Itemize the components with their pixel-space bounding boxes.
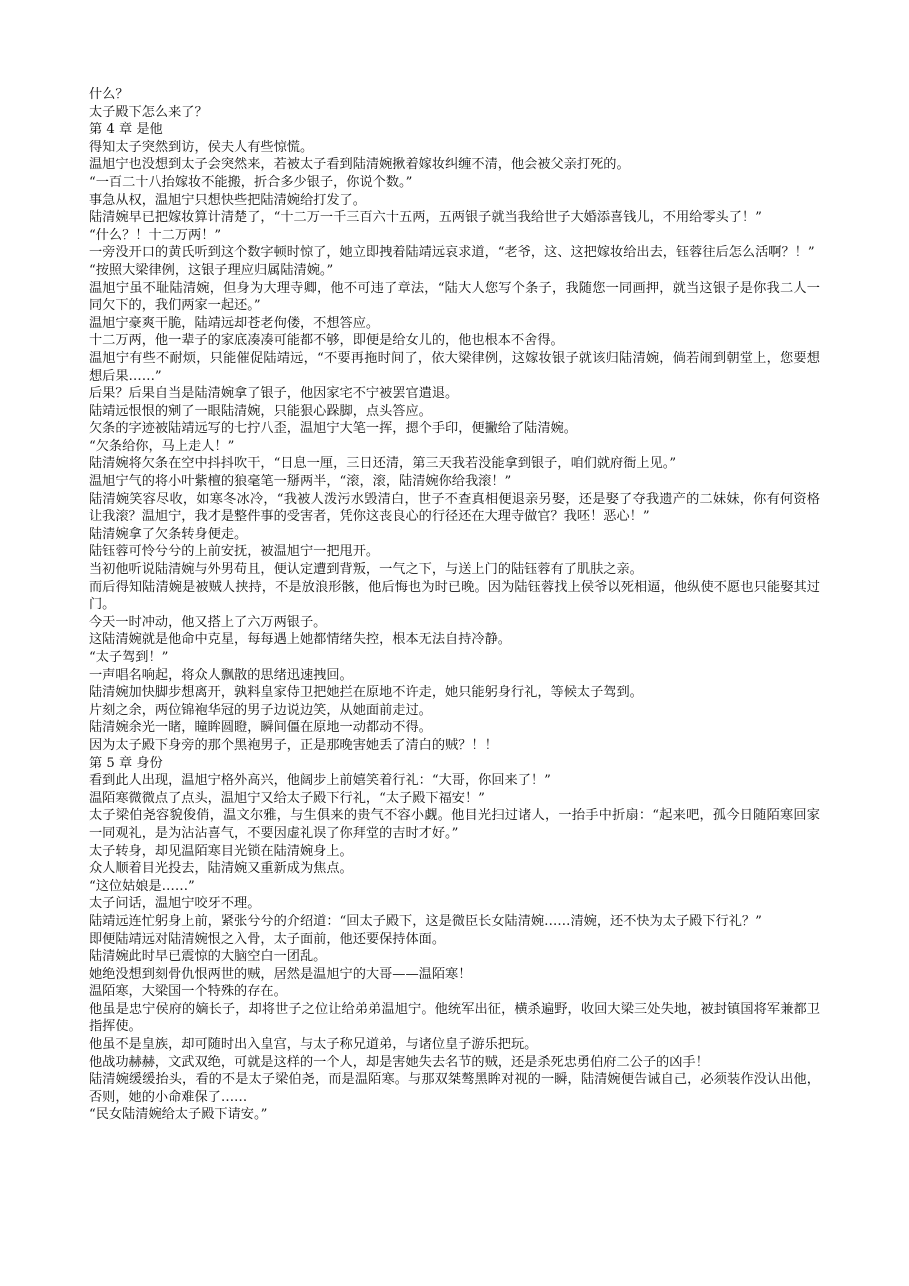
paragraph: 什么？ <box>89 87 129 102</box>
paragraph: 即便陆靖远对陆清婉恨之入骨，太子面前，他还要保持体面。 <box>89 931 446 947</box>
paragraph: 陆钰蓉可怜兮兮的上前安抚，被温旭宁一把甩开。 <box>89 544 380 560</box>
paragraph: 太子转身，却见温陌寒目光锁在陆清婉身上。 <box>89 843 353 859</box>
paragraph: 陆靖远恨恨的剜了一眼陆清婉，只能狠心跺脚，点头答应。 <box>89 403 432 419</box>
paragraph: 温旭宁虽不耻陆清婉，但身为大理寺卿，他不可违了章法，“陆大人您写个条子，我随您一同画押，就当这银子是你我二人一同欠下的，我们两家一起还。” <box>89 280 820 314</box>
paragraph: “什么？！十二万两！” <box>89 227 222 243</box>
paragraph: 太子梁伯尧容貌俊俏，温文尔雅，与生俱来的贵气不容小觑。他目光扫过诸人，一抬手中折扇：“起来吧，孤今日随陌寒回家一同观礼，是为沾沾喜气，不要因虚礼误了你拜堂的吉时才好。” <box>89 808 820 841</box>
paragraph: 温旭宁气的将小叶紫檀的狼毫笔一掰两半，“滚，滚，陆清婉你给我滚！” <box>89 474 512 490</box>
paragraph: 陆清婉此时早已震惊的大脑空白一团乱。 <box>89 949 327 965</box>
paragraph: 片刻之余，两位锦袍华冠的男子边说边笑，从她面前走过。 <box>89 702 432 718</box>
paragraph: 温旭宁豪爽干脆，陆靖远却苍老佝偻，不想答应。 <box>89 315 380 331</box>
paragraph: 后果？后果自当是陆清婉拿了银子，他因家宅不宁被罢官遣退。 <box>89 386 459 402</box>
paragraph: 陆清婉余光一睹，瞳眸圆瞪，瞬间僵在原地一动都动不得。 <box>89 720 432 736</box>
paragraph: 陆清婉加快脚步想离开，孰料皇家侍卫把她拦在原地不许走，她只能躬身行礼，等候太子驾到。 <box>89 685 643 701</box>
paragraph: 陆清婉缓缓抬头，看的不是太子梁伯尧，而是温陌寒。与那双桀骜黑眸对视的一瞬，陆清婉便告诫自己，必须装作没认出他，否则，她的小命难保了…… <box>89 1072 820 1105</box>
paragraph: 欠条的字迹被陆靖远写的七拧八歪，温旭宁大笔一挥，摁个手印，便撇给了陆清婉。 <box>89 421 577 437</box>
paragraph: 温陌寒，大梁国一个特殊的存在。 <box>89 984 287 1000</box>
paragraph: 十二万两，他一辈子的家底凑凑可能都不够，即便是给女儿的，他也根本不舍得。 <box>89 333 564 349</box>
paragraph: 得知太子突然到访，侯夫人有些惊慌。 <box>89 139 314 155</box>
paragraph: 陆清婉早已把嫁妆算计清楚了，“十二万一千三百六十五两，五两银子就当我给世子大婚添喜钱儿，不用给零头了！” <box>89 210 762 226</box>
paragraph: 而后得知陆清婉是被贼人挟持，不是放浪形骸，他后悔也为时已晚。因为陆钰蓉找上侯爷以死相逼，他纵使不愿也只能娶其过门。 <box>89 579 820 613</box>
paragraph: 温旭宁也没想到太子会突然来，若被太子看到陆清婉揪着嫁妆纠缠不清，他会被父亲打死的。 <box>89 157 630 173</box>
document-body <box>89 86 820 1124</box>
chapter-heading: 第 5 章 身份 <box>89 755 163 771</box>
paragraph: 陆清婉将欠条在空中抖抖吹干，“日息一厘，三日还清，第三天我若没能拿到银子，咱们就府衙上见。” <box>89 456 677 472</box>
paragraph: 她绝没想到刻骨仇恨两世的贼，居然是温旭宁的大哥——温陌寒！ <box>89 966 472 982</box>
chapter-heading: 第 4 章 是他 <box>89 122 163 138</box>
paragraph: “太子驾到！” <box>89 650 169 665</box>
paragraph: 太子殿下怎么来了？ <box>89 104 208 120</box>
paragraph: “民女陆清婉给太子殿下请安。” <box>89 1107 268 1123</box>
paragraph: “欠条给你，马上走人！” <box>89 438 235 454</box>
paragraph: 看到此人出现，温旭宁格外高兴，他阔步上前嬉笑着行礼：“大哥，你回来了！” <box>89 773 551 789</box>
paragraph: 他虽不是皇族，却可随时出入皇宫，与太子称兄道弟，与诸位皇子游乐把玩。 <box>89 1037 538 1053</box>
paragraph: 一旁没开口的黄氏听到这个数字顿时惊了，她立即拽着陆靖远哀求道，“老爷，这、这把嫁妆给出去，钰蓉往后怎么活啊？！” <box>89 245 815 261</box>
paragraph: 温旭宁有些不耐烦，只能催促陆靖远，“不要再拖时间了，依大梁律例，这嫁妆银子就该归陆清婉，倘若闹到朝堂上，您要想想后果……” <box>89 350 820 384</box>
paragraph: 事急从权，温旭宁只想快些把陆清婉给打发了。 <box>89 192 366 208</box>
paragraph: 陆靖远连忙躬身上前，紧张兮兮的介绍道：“回太子殿下，这是微臣长女陆清婉……清婉，还不快为太子殿下行礼？” <box>89 913 762 929</box>
paragraph: “一百二十八抬嫁妆不能搬，折合多少银子，你说个数。” <box>89 174 413 190</box>
paragraph: 众人顺着目光投去，陆清婉又重新成为焦点。 <box>89 861 353 877</box>
paragraph: 太子问话，温旭宁咬牙不理。 <box>89 896 261 912</box>
paragraph: 陆清婉笑容尽收，如寒冬冰冷，“我被人泼污水毁清白，世子不查真相便退亲另娶，还是娶了夺我遗产的二妹妹，你有何资格让我滚？温旭宁，我才是整件事的受害者，凭你这丧良心的行径还在大理寺做官？我呸！恶心！” <box>89 491 820 525</box>
paragraph: “这位姑娘是……” <box>89 878 195 894</box>
paragraph: “按照大梁律例，这银子理应归属陆清婉。” <box>89 262 334 278</box>
paragraph: 今天一时冲动，他又搭上了六万两银子。 <box>89 614 327 630</box>
paragraph: 他虽是忠宁侯府的嫡长子，却将世子之位让给弟弟温旭宁。他统军出征，横杀遍野，收回大梁三处失地，被封镇国将军兼都卫指挥使。 <box>89 1001 820 1035</box>
paragraph: 陆清婉拿了欠条转身便走。 <box>89 526 248 542</box>
paragraph: 这陆清婉就是他命中克星，每每遇上她都情绪失控，根本无法自持冷静。 <box>89 632 511 648</box>
paragraph: 他战功赫赫，文武双绝，可就是这样的一个人，却是害她失去名节的贼，还是杀死忠勇伯府二公子的凶手！ <box>89 1054 709 1070</box>
paragraph: 一声唱名响起，将众人飘散的思绪迅速拽回。 <box>89 667 353 683</box>
paragraph: 温陌寒微微点了点头，温旭宁又给太子殿下行礼，“太子殿下福安！” <box>89 790 485 806</box>
paragraph: 因为太子殿下身旁的那个黑袍男子，正是那晚害她丢了清白的贼？！！ <box>89 737 498 753</box>
paragraph: 当初他听说陆清婉与外男苟且，便认定遭到背叛，一气之下，与送上门的陆钰蓉有了肌肤之亲。 <box>89 562 643 578</box>
